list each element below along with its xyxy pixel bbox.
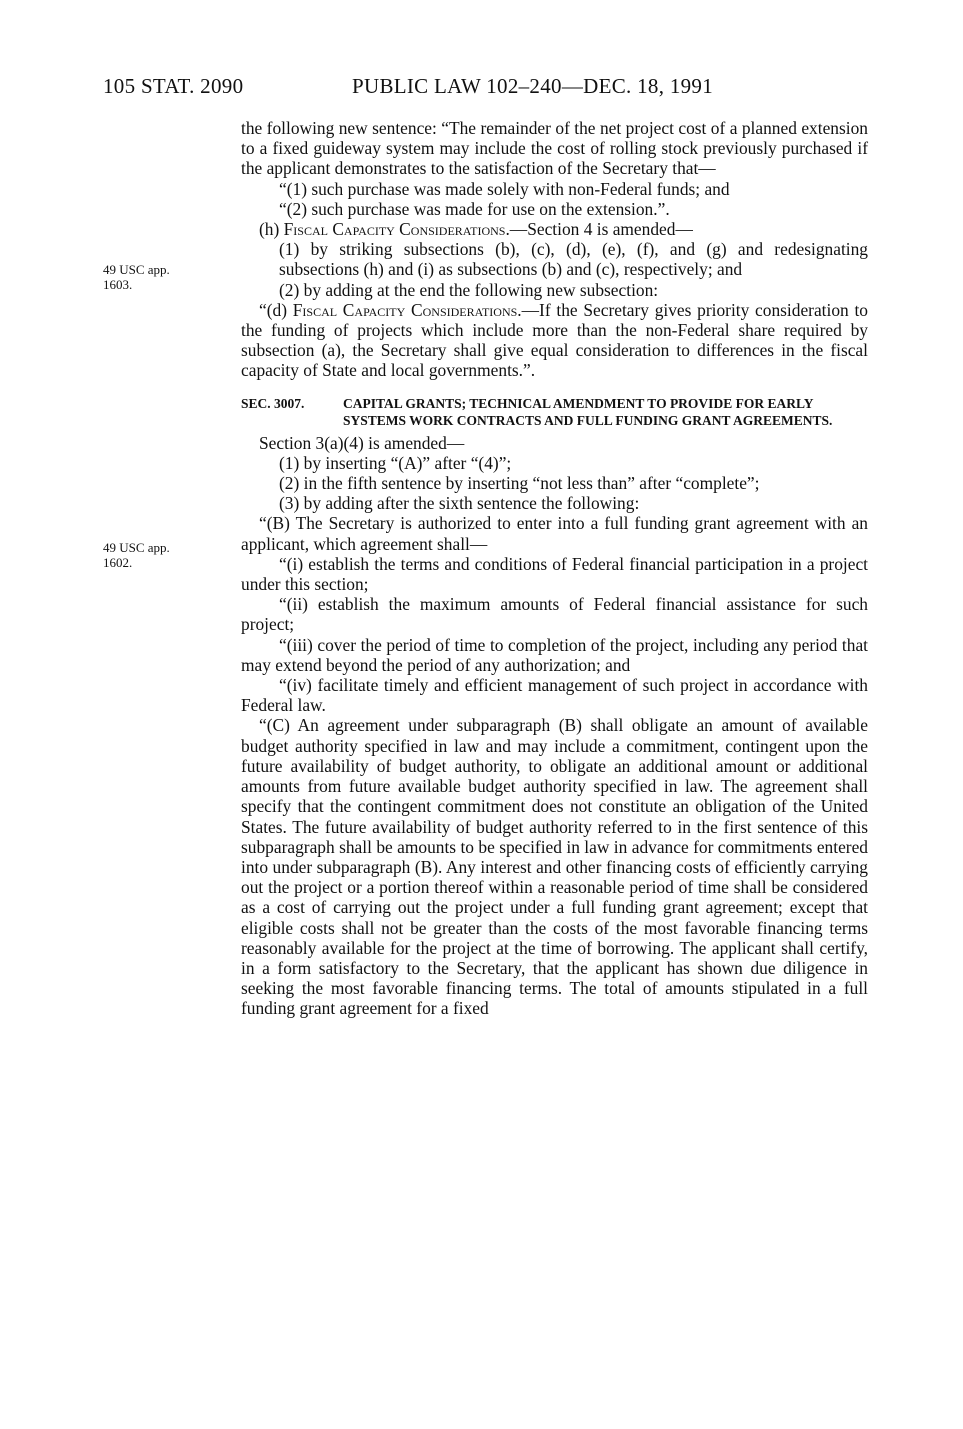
subsection-text: —If the Secretary gives priority consideration to the funding of projects which include more than the non-Federal share required by subsection (a), the Secretary shall give equal consideration to differences in the fiscal capacity of State and local governments.”. [241,299,868,381]
paragraph: the following new sentence: “The remainder of the net project cost of a planned extension to a fixed guideway system may include the cost of rolling stock previously purchased if the applicant demonstrates to the satisfaction of the Secretary that— [241,118,868,179]
paragraph: “(ii) establish the maximum amounts of Federal financial assistance for such project; [241,594,868,635]
paragraph: (1) by inserting “(A)” after “(4)”; [279,452,512,473]
margin-note-line: 1602. [103,555,133,570]
page-header [103,74,867,108]
paragraph: “(C) An agreement under subparagraph (B) shall obligate an amount of available budget authority specified in law and may include a commitment, contingent upon the future availability of budget authority, to obligate an additional amount or additional amounts from future available budget authority specified in law. The agreement shall specify that the contingent commitment does not constitute an obligation of the United States. The future availability of budget authority referred to in the first sentence of this subparagraph shall be amounts to be specified in law in advance for commitments entered into under subparagraph (B). Any interest and other financing costs of efficiently carrying out the project or a portion thereof within a reasonable period of time shall be considered as a cost of carrying out the project under a full funding grant agreement; except that eligible costs shall not be greater than the costs of the most favorable financing terms reasonably available for the project at the time of borrowing. The applicant shall certify, in a form satisfactory to the Secretary, that the applicant has shown due diligence in seeking the most favorable financing terms. The total of amounts stipulated in a full funding grant agreement for a fixed [241,715,868,1019]
paragraph: (3) by adding after the sixth sentence the following: [279,493,640,514]
paragraph: “(iii) cover the period of time to completion of the project, including any period that may extend beyond the period of any authorization; and [241,634,868,675]
section-title: CAPITAL GRANTS; TECHNICAL AMENDMENT TO PROVIDE FOR EARLY SYSTEMS WORK CONTRACTS AND FULL FUNDING GRANT AGREEMENTS. [343,395,833,428]
paragraph-h [241,219,868,239]
subsection-heading: Fiscal Capacity Considerations. [283,219,510,240]
paragraph: Section 3(a)(4) is amended— [259,432,465,453]
margin-note-1602 [103,540,213,570]
paragraph: “(B) The Secretary is authorized to enter into a full funding grant agreement with an applicant, which agreement shall— [241,513,868,554]
subsection-label: (h) [259,219,284,240]
margin-note-line: 1603. [103,277,133,292]
paragraph: “(i) establish the terms and conditions of Federal financial participation in a project under this section; [241,553,868,595]
paragraph [241,179,868,199]
subsection-heading: Fiscal Capacity Considerations. [292,299,522,320]
law-citation: PUBLIC LAW 102–240—DEC. 18, 1991 [352,74,714,98]
margin-note-1603 [103,262,213,292]
paragraph-text: “(1) such purchase was made solely with non-Federal funds; and [279,178,730,199]
paragraph: “(iv) facilitate timely and efficient management of such project in accordance with Federal law. [241,675,868,716]
paragraph: “(2) such purchase was made for use on the extension.”. [279,198,670,219]
subsection-text: —Section 4 is amended— [509,219,693,240]
section-number: SEC. 3007. [241,395,305,411]
subsection-label: “(d) [259,299,293,320]
paragraph: (2) by adding at the end the following new subsection: [279,279,659,300]
margin-note-line: 49 USC app. [103,540,170,555]
stat-page-number: 105 STAT. 2090 [103,74,244,98]
document-body [241,118,868,1019]
paragraph: (1) by striking subsections (b), (c), (d), (e), (f), and (g) and redesignating subsections (h) and (i) as subsections (b) and (c), respectively; and [279,239,868,280]
paragraph: (2) in the fifth sentence by inserting “not less than” after “complete”; [279,473,760,494]
section-heading [241,395,868,429]
margin-note-line: 49 USC app. [103,262,170,277]
paragraph-d [241,300,868,381]
